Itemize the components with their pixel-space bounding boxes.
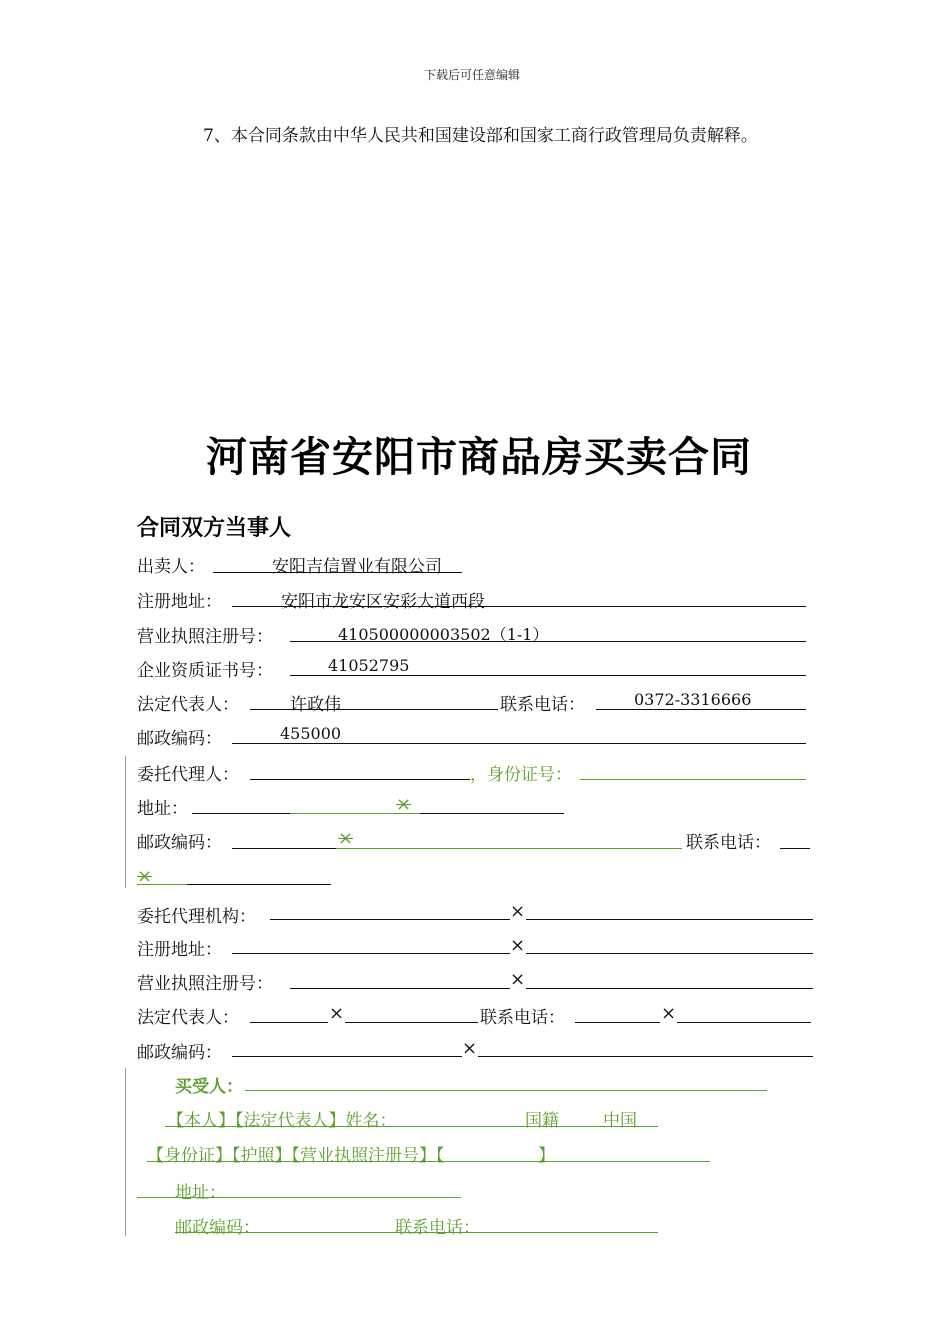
revision-bar (125, 756, 126, 888)
agent-phone-mark: × (137, 866, 153, 887)
agent-postcode-label: 邮政编码： (137, 833, 222, 853)
agency-address-label: 注册地址： (137, 940, 222, 960)
agency-mark: × (510, 901, 526, 922)
agency-postcode-underline-2 (478, 1056, 813, 1057)
agent-address-mark: × (396, 794, 412, 815)
agent-phone-underline-green (137, 884, 187, 885)
agency-license-underline-2 (526, 988, 813, 989)
agent-underline (250, 779, 470, 780)
agency-phone-underline-2 (677, 1022, 811, 1023)
clause-7: 7、本合同条款由中华人民共和国建设部和国家工商行政管理局负责解释。 (203, 126, 758, 146)
buyer-postcode-label: 邮政编码： (175, 1218, 260, 1238)
agent-phone-underline (780, 848, 810, 849)
agent-postcode-mark: × (338, 828, 354, 849)
agent-address-underline (192, 813, 290, 814)
seller-name[interactable]: 安阳吉信置业有限公司 (272, 557, 442, 577)
buyer-name-underline (165, 1126, 658, 1127)
agent-id-underline (580, 779, 806, 780)
buyer-address-underline (137, 1197, 461, 1198)
agency-license-mark: × (510, 969, 526, 990)
legal-rep-label: 法定代表人： (137, 695, 239, 715)
agent-address-underline-2 (420, 813, 564, 814)
agent-phone-underline-2 (187, 884, 331, 885)
agency-underline (270, 919, 510, 920)
agent-label: 委托代理人： (137, 765, 239, 785)
agency-phone-label: 联系电话： (480, 1008, 565, 1028)
agency-postcode-label: 邮政编码： (137, 1043, 222, 1063)
legal-rep-underline (250, 709, 498, 710)
buyer-name-label: 【本人】【法定代表人】姓名： (167, 1111, 397, 1131)
agency-address-mark: × (510, 935, 526, 956)
qualification-underline (290, 675, 806, 676)
contract-title: 河南省安阳市商品房买卖合同 (206, 433, 752, 481)
buyer-phone-label: 联系电话： (395, 1218, 480, 1238)
agency-rep-underline (250, 1022, 328, 1023)
download-note: 下载后可任意编辑 (424, 68, 521, 82)
agent-phone-label: 联系电话： (686, 833, 771, 853)
agency-license-underline (290, 988, 510, 989)
reg-address-value[interactable]: 安阳市龙安区安彩大道西段 (281, 592, 485, 612)
seller-phone-value[interactable]: 0372-3316666 (634, 690, 752, 709)
buyer-underline (245, 1090, 767, 1091)
agent-postcode-underline (232, 848, 336, 849)
buyer-id-underline (147, 1161, 710, 1162)
buyer-id-types: 【身份证】【护照】【营业执照注册号】【 (147, 1146, 445, 1166)
seller-postcode-label: 邮政编码： (137, 729, 222, 749)
license-label: 营业执照注册号： (137, 627, 273, 647)
agent-id-label: ，身份证号： (470, 765, 572, 785)
agency-license-label: 营业执照注册号： (137, 974, 273, 994)
agency-underline-2 (526, 919, 813, 920)
agency-address-underline (232, 953, 510, 954)
agency-rep-underline-2 (345, 1022, 478, 1023)
agency-address-underline-2 (526, 953, 813, 954)
revision-bar (125, 1068, 126, 1236)
buyer-address-label: 地址： (175, 1183, 226, 1203)
agency-label: 委托代理机构： (137, 907, 256, 927)
agency-phone-underline (575, 1022, 660, 1023)
reg-address-label: 注册地址： (137, 592, 222, 612)
agency-postcode-mark: × (462, 1038, 478, 1059)
buyer-label: 买受人： (175, 1077, 243, 1097)
agency-postcode-underline (232, 1056, 462, 1057)
seller-phone-label: 联系电话： (500, 695, 585, 715)
legal-rep-value[interactable]: 许政伟 (290, 695, 341, 715)
buyer-id-close: 】 (538, 1146, 555, 1166)
qualification-value[interactable]: 41052795 (328, 656, 410, 675)
agent-postcode-underline-green (336, 848, 682, 849)
section-title: 合同双方当事人 (137, 516, 292, 541)
seller-label: 出卖人： (137, 557, 205, 577)
seller-postcode-underline (232, 743, 806, 744)
buyer-nationality-value[interactable]: 中国 (603, 1111, 637, 1131)
agency-rep-mark: × (329, 1003, 345, 1024)
agent-address-label: 地址： (137, 799, 188, 819)
buyer-postcode-underline (175, 1232, 658, 1233)
agency-rep-label: 法定代表人： (137, 1008, 239, 1028)
agency-phone-mark: × (661, 1003, 677, 1024)
license-value[interactable]: 410500000003502（1-1） (338, 625, 549, 644)
buyer-nationality-label: 国籍 (525, 1111, 559, 1131)
seller-postcode-value[interactable]: 455000 (280, 724, 342, 743)
seller-phone-underline (596, 709, 806, 710)
qualification-label: 企业资质证书号： (137, 661, 273, 681)
